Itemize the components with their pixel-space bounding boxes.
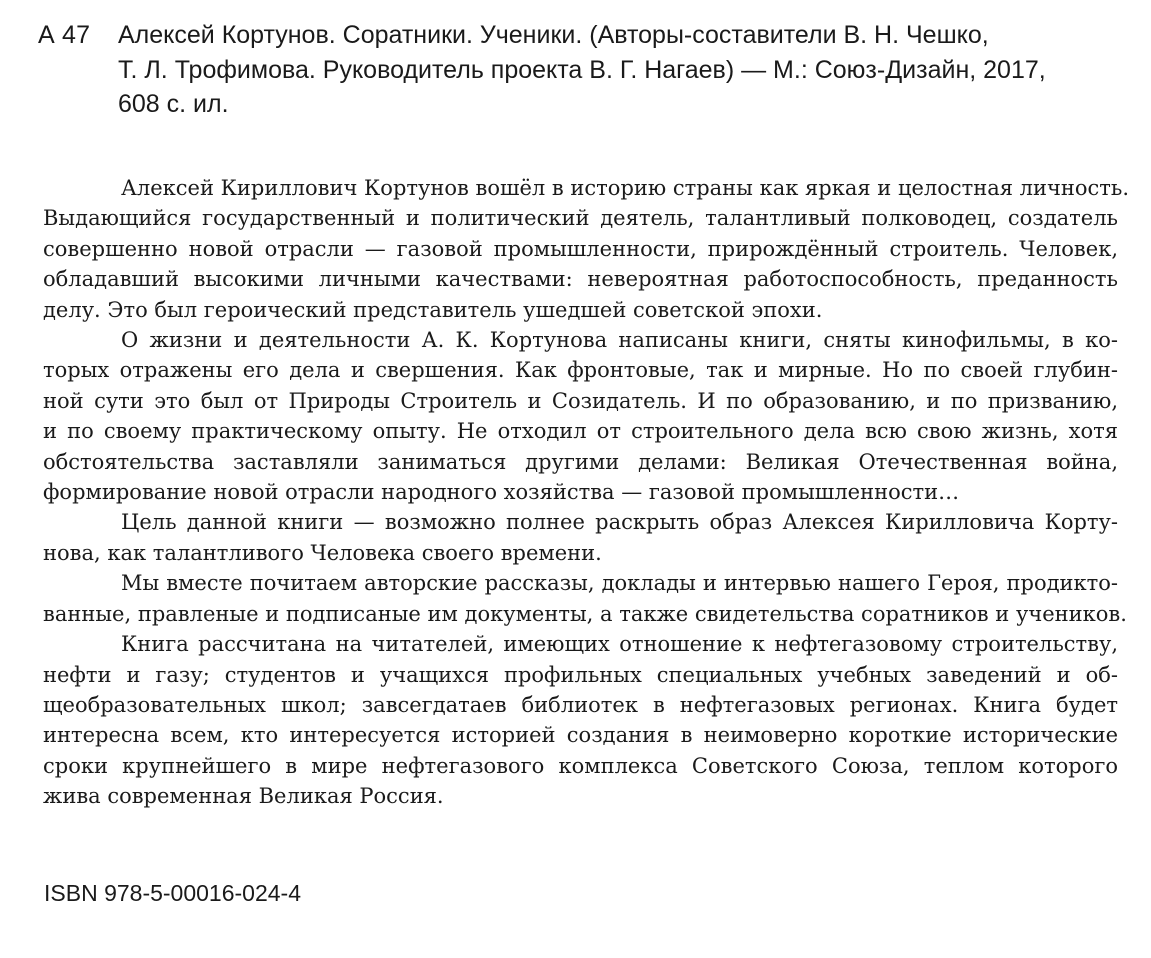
entry-line: Алексей Кортунов. Соратники. Ученики. (Авторы-составители В. Н. Чешко,: [118, 21, 989, 49]
text-line: обстоятельства заставляли заниматься другими делами: Великая Отечественная война,: [43, 449, 1118, 474]
text-line: торых отражены его дела и свершения. Как фронтовые, так и мирные. Но по своей глубин-: [43, 358, 1118, 383]
catalog-index: А 47: [38, 21, 91, 49]
text-line: обладавший высокими личными качествами: невероятная работоспособность, преданность: [43, 267, 1118, 292]
text-line: формирование новой отрасли народного хозяйства — газовой промышленности…: [43, 480, 960, 505]
annotation-paragraph: [43, 325, 1118, 507]
text-line: нефти и газу; студентов и учащихся профильных специальных учебных заведений и об-: [43, 662, 1118, 687]
isbn-number: ISBN 978-5-00016-024-4: [44, 880, 301, 906]
annotation-paragraph: [43, 507, 1118, 568]
text-line: сроки крупнейшего в мире нефтегазового комплекса Советского Союза, теплом которого: [43, 753, 1118, 778]
text-line: Цель данной книги — возможно полнее раскрыть образ Алексея Кирилловича Корту-: [121, 510, 1118, 535]
text-line: Мы вместе почитаем авторские рассказы, доклады и интервью нашего Героя, продикто-: [121, 571, 1118, 596]
text-line: жива современная Великая Россия.: [43, 784, 444, 809]
annotation-paragraph: [43, 629, 1118, 811]
bibliographic-entry: [118, 18, 1128, 122]
text-line: ной сути это был от Природы Строитель и Созидатель. И по образованию, и по призванию,: [43, 388, 1118, 413]
text-line: интересна всем, кто интересуется историей создания в неимоверно короткие исторические: [43, 723, 1118, 748]
annotation-paragraph: [43, 568, 1127, 629]
entry-line: Т. Л. Трофимова. Руководитель проекта В. Г. Нагаев) — М.: Союз-Дизайн, 2017,: [118, 55, 1046, 84]
text-line: совершенно новой отрасли — газовой промышленности, прирождённый строитель. Человек,: [43, 236, 1118, 261]
annotation-paragraph: [43, 173, 1130, 325]
entry-line: 608 с. ил.: [118, 90, 229, 118]
text-line: щеобразовательных школ; завсегдатаев библиотек в нефтегазовых регионах. Книга будет: [43, 692, 1118, 717]
text-line: Выдающийся государственный и политический деятель, талантливый полководец, создатель: [43, 206, 1118, 231]
text-line: Алексей Кириллович Кортунов вошёл в историю страны как яркая и целостная личность.: [121, 176, 1130, 200]
text-line: и по своему практическому опыту. Не отходил от строительного дела всю свою жизнь, хотя: [43, 419, 1118, 444]
text-line: делу. Это был героический представитель ушедшей советской эпохи.: [43, 297, 823, 322]
text-line: О жизни и деятельности А. К. Кортунова написаны книги, сняты кинофильмы, в ко-: [121, 328, 1118, 353]
annotation-text: [43, 173, 1130, 812]
text-line: Книга рассчитана на читателей, имеющих отношение к нефтегазовому строительству,: [121, 632, 1118, 657]
text-line: нова, как талантливого Человека своего времени.: [43, 540, 602, 565]
text-line: ванные, правленые и подписаные им документы, а также свидетельства соратников и учеников.: [43, 601, 1127, 626]
